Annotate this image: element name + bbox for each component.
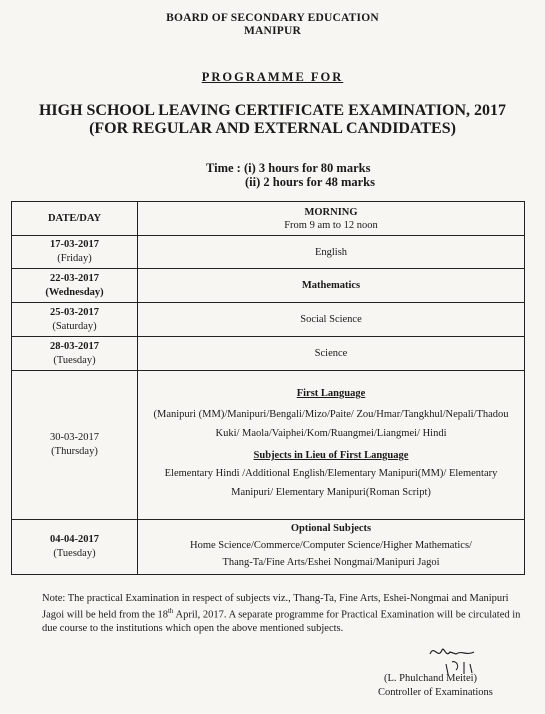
day: (Thursday) (51, 446, 98, 457)
table-row (12, 337, 525, 371)
signatory-block (378, 672, 493, 700)
date: 17-03-2017 (50, 239, 99, 250)
time-line2: (ii) 2 hours for 48 marks (245, 175, 375, 189)
board-state: MANIPUR (244, 25, 301, 37)
lieu-heading: Subjects in Lieu of First Language (253, 450, 409, 461)
table-row (12, 236, 525, 269)
note-paragraph (42, 592, 522, 635)
day: (Tuesday) (53, 548, 96, 559)
programme-label: PROGRAMME FOR (201, 70, 344, 84)
session-time: From 9 am to 12 noon (284, 219, 378, 231)
session-column-header (138, 202, 525, 236)
day: (Saturday) (52, 320, 97, 332)
subject-cell: Mathematics (138, 269, 525, 303)
date-cell (12, 303, 138, 337)
note-superscript: th (167, 607, 174, 615)
date-column-header: DATE/DAY (12, 202, 138, 236)
time-info (206, 161, 375, 189)
exam-title-line2: (FOR REGULAR AND EXTERNAL CANDIDATES) (89, 120, 456, 137)
subject-cell: Social Science (138, 303, 525, 337)
date: 22-03-2017 (50, 272, 99, 284)
table-header-row (12, 202, 525, 236)
exam-title-line1: HIGH SCHOOL LEAVING CERTIFICATE EXAMINATION, 2017 (38, 102, 507, 119)
signature-mark (426, 640, 486, 676)
date: 04-04-2017 (50, 534, 99, 545)
subject-cell: Science (138, 337, 525, 371)
date: 28-03-2017 (50, 340, 99, 352)
session-label: MORNING (304, 206, 358, 218)
note-text-part2: April, 2017. A separate programme for Practical Examination will be circulated in due course to the institutions which open the above mentioned subjects. (42, 609, 521, 634)
subject-cell (138, 520, 525, 575)
subject-cell: English (138, 236, 525, 269)
table-row-first-language (12, 371, 525, 520)
signatory-designation: Controller of Examinations (378, 687, 493, 698)
date: 25-03-2017 (50, 306, 99, 318)
day: (Friday) (57, 253, 92, 264)
date-cell (12, 269, 138, 303)
first-language-heading: First Language (296, 388, 366, 399)
table-row-optional (12, 520, 525, 575)
date: 30-03-2017 (50, 432, 99, 443)
day: (Wednesday) (45, 286, 104, 298)
lieu-list: Elementary Hindi /Additional English/Elementary Manipuri(MM)/ Elementary Manipuri/ Elementary Manipuri(Roman Script) (164, 468, 498, 498)
table-row (12, 303, 525, 337)
table-row (12, 269, 525, 303)
programme-heading (0, 70, 545, 85)
schedule-table (11, 201, 525, 575)
signatory-name: (L. Phulchand Meitei) (384, 673, 478, 684)
optional-list-line2: Thang-Ta/Fine Arts/Eshei Nongmai/Manipuri Jagoi (222, 557, 440, 568)
note-text-part1: Note: The practical Examination in respect of subjects viz., Thang-Ta, Fine Arts, Eshei-Nongmai and Manipuri Jagoi will be held from the 18 (42, 593, 509, 621)
date-cell (12, 236, 138, 269)
date-cell (12, 520, 138, 575)
exam-title (0, 102, 545, 138)
day: (Tuesday) (53, 354, 96, 366)
optional-list-line1: Home Science/Commerce/Computer Science/Higher Mathematics/ (190, 540, 472, 551)
first-language-list: (Manipuri (MM)/Manipuri/Bengali/Mizo/Paite/ Zou/Hmar/Tangkhul/Nepali/Thadou Kuki/ Maola/Vaiphei/Kom/Ruangmei/Liangmei/ Hindi (153, 409, 509, 439)
date-cell (12, 337, 138, 371)
optional-heading: Optional Subjects (290, 523, 372, 534)
board-heading (0, 12, 545, 38)
board-name: BOARD OF SECONDARY EDUCATION (166, 12, 379, 24)
date-cell (12, 371, 138, 520)
subject-cell (138, 371, 525, 520)
time-line1: Time : (i) 3 hours for 80 marks (206, 161, 371, 175)
